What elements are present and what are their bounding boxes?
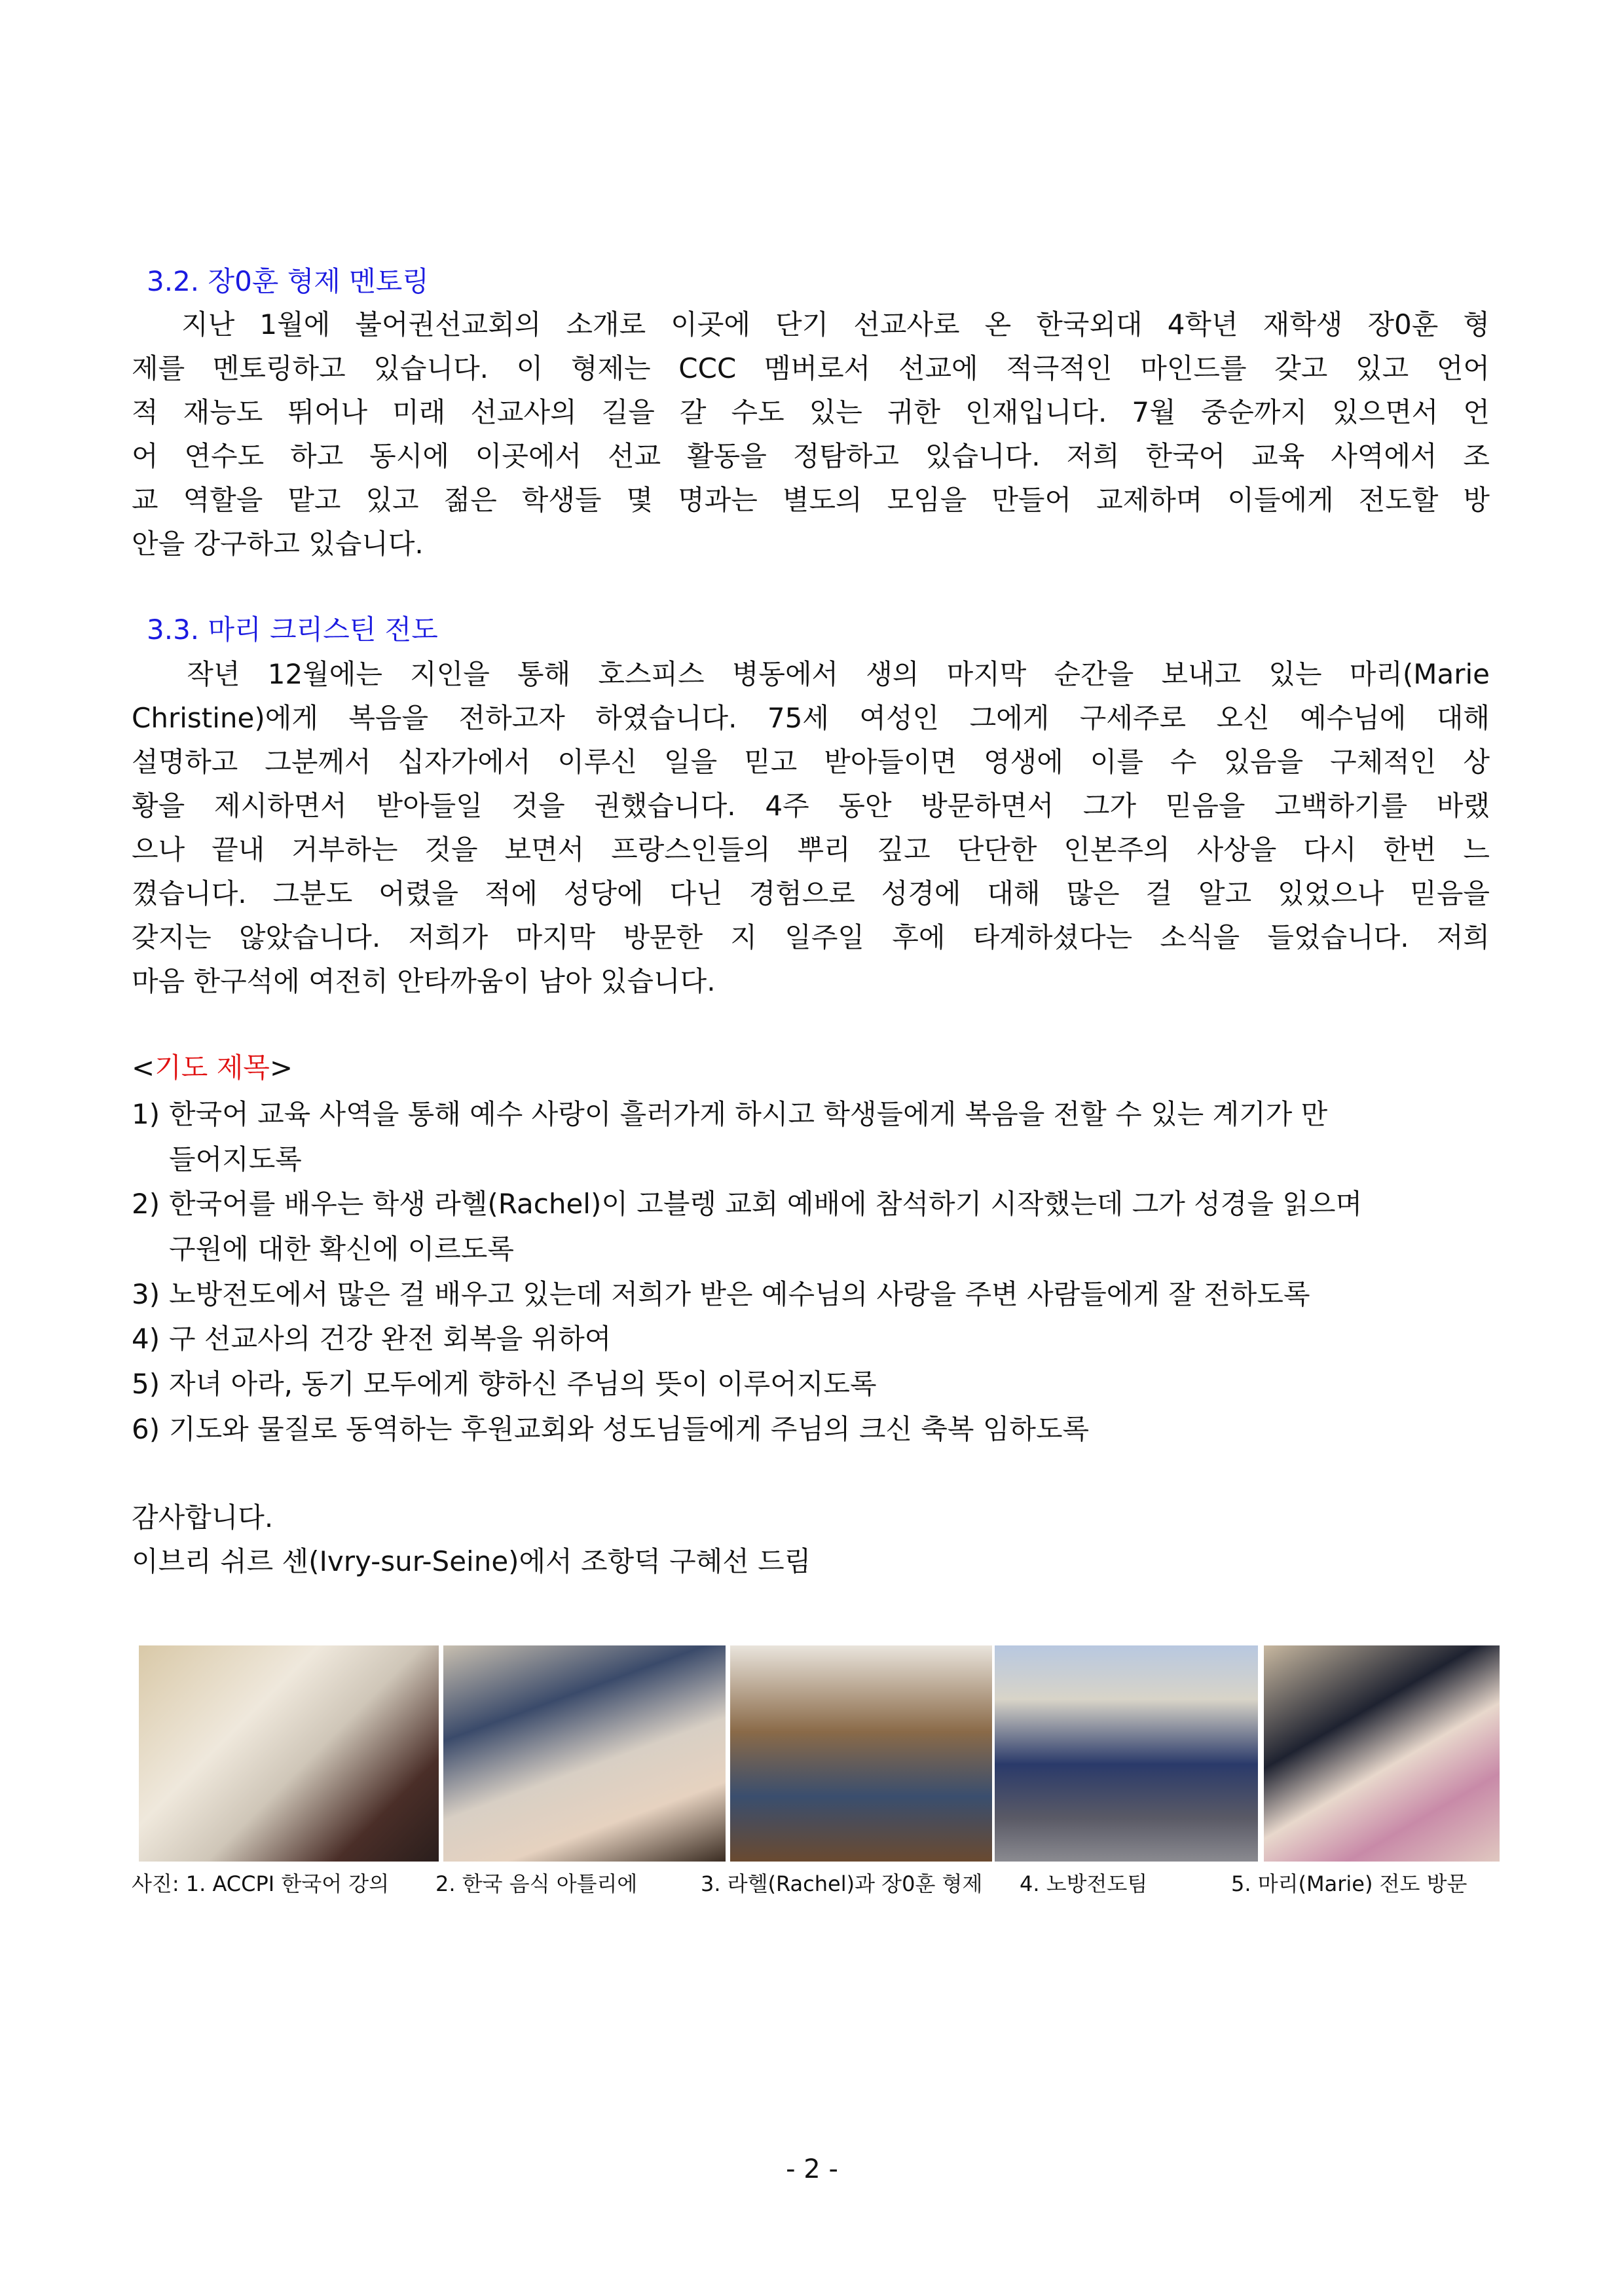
paragraph-3-2 [132,303,1490,566]
photo-caption: 2. 한국 음식 아틀리에 [435,1871,638,1896]
signature: 이브리 쉬르 센(Ivry-sur-Seine)에서 조항덕 구혜선 드림 [132,1545,811,1577]
prayer-item [132,1362,1490,1407]
text-line: 어 연수도 하고 동시에 이곳에서 선교 활동을 정탐하고 있습니다. 저희 한국어 교육 사역에서 조 [132,440,1490,472]
item-number: 5) [132,1368,160,1401]
text-line: 갖지는 않았습니다. 저희가 마지막 방문한 지 일주일 후에 타계하셨다는 소식을 들었습니다. 저희 [132,921,1490,953]
item-text: 자녀 아라, 동기 모두에게 향하신 주님의 뜻이 이루어지도록 [169,1368,877,1401]
prayer-item [132,1407,1490,1452]
photo-caption: 4. 노방전도팀 [1020,1871,1148,1896]
photo-rachel-and-brother [730,1645,992,1862]
prayer-item [132,1092,1490,1182]
prayer-item [132,1272,1490,1317]
prayer-list [132,1092,1490,1452]
item-number: 3) [132,1277,160,1310]
text-line: 작년 12월에는 지인을 통해 호스피스 병동에서 생의 마지막 순간을 보내고 있는 마리(Marie [132,658,1490,690]
item-text: 기도와 물질로 동역하는 후원교회와 성도님들에게 주님의 크신 축복 임하도록 [169,1412,1090,1445]
photo-caption: 3. 라헬(Rachel)과 장0훈 형제 [701,1871,983,1896]
item-number: 4) [132,1323,160,1355]
item-text: 구 선교사의 건강 완전 회복을 위하여 [169,1323,612,1355]
text-line: 마음 한구석에 여전히 안타까움이 남아 있습니다. [132,965,716,997]
photo-caption: 5. 마리(Marie) 전도 방문 [1231,1871,1467,1896]
text-line: 설명하고 그분께서 십자가에서 이루신 일을 믿고 받아들이면 영생에 이를 수 있음을 구체적인 상 [132,746,1490,778]
item-text: 한국어 교육 사역을 통해 예수 사랑이 흘러가게 하시고 학생들에게 복음을 전할 수 있는 계기가 만 [169,1098,1328,1130]
section-heading-3-2: 3.2. 장0훈 형제 멘토링 [147,265,429,297]
text-line: 교 역할을 맡고 있고 젊은 학생들 몇 명과는 별도의 모임을 만들어 교제하며 이들에게 전도할 방 [132,484,1490,516]
prayer-item [132,1182,1490,1272]
text-line: 으나 끝내 거부하는 것을 보면서 프랑스인들의 뿌리 깊고 단단한 인본주의 사상을 다시 한번 느 [132,834,1490,866]
text-line: 지난 1월에 불어권선교회의 소개로 이곳에 단기 선교사로 온 한국외대 4학년 재학생 장0훈 형 [132,308,1490,340]
item-number: 2) [132,1188,160,1221]
text-line: 꼈습니다. 그분도 어렸을 적에 성당에 다닌 경험으로 성경에 대해 많은 걸 알고 있었으나 믿음을 [132,877,1490,909]
paragraph-3-3 [132,652,1490,1003]
text-line: 황을 제시하면서 받아들일 것을 권했습니다. 4주 동안 방문하면서 그가 믿음을 고백하기를 바랬 [132,790,1490,822]
item-continuation: 들어지도록 [169,1143,302,1175]
item-number: 1) [132,1098,160,1130]
item-number: 6) [132,1412,160,1445]
photo-korean-class [139,1645,439,1862]
closing-thanks: 감사합니다. [132,1501,274,1533]
bracket-open: < [132,1052,155,1084]
prayer-item [132,1317,1490,1362]
item-text: 한국어를 배우는 학생 라헬(Rachel)이 고블렝 교회 예배에 참석하기 시작했는데 그가 성경을 읽으며 [169,1188,1363,1221]
photo-street-evangelism-team [995,1645,1258,1862]
photo-marie-visit [1264,1645,1500,1862]
photo-korean-food-atelier [443,1645,726,1862]
prayer-title: 기도 제목 [155,1052,270,1084]
bracket-close: > [269,1052,293,1084]
prayer-heading [132,1046,1490,1090]
text-line: 적 재능도 뛰어나 미래 선교사의 길을 갈 수도 있는 귀한 인재입니다. 7월 중순까지 있으면서 언 [132,396,1490,428]
section-heading-3-3: 3.3. 마리 크리스틴 전도 [147,614,438,646]
item-continuation: 구원에 대한 확신에 이르도록 [169,1233,514,1266]
page-number: - 2 - [786,2154,838,2184]
text-line: 제를 멘토링하고 있습니다. 이 형제는 CCC 멤버로서 선교에 적극적인 마인드를 갖고 있고 언어 [132,352,1490,384]
text-line: 안을 강구하고 있습니다. [132,528,424,560]
text-line: Christine)에게 복음을 전하고자 하였습니다. 75세 여성인 그에게 구세주로 오신 예수님에 대해 [132,702,1490,734]
item-text: 노방전도에서 많은 걸 배우고 있는데 저희가 받은 예수님의 사랑을 주변 사람들에게 잘 전하도록 [169,1277,1310,1310]
photo-caption: 사진: 1. ACCPI 한국어 강의 [132,1871,390,1896]
